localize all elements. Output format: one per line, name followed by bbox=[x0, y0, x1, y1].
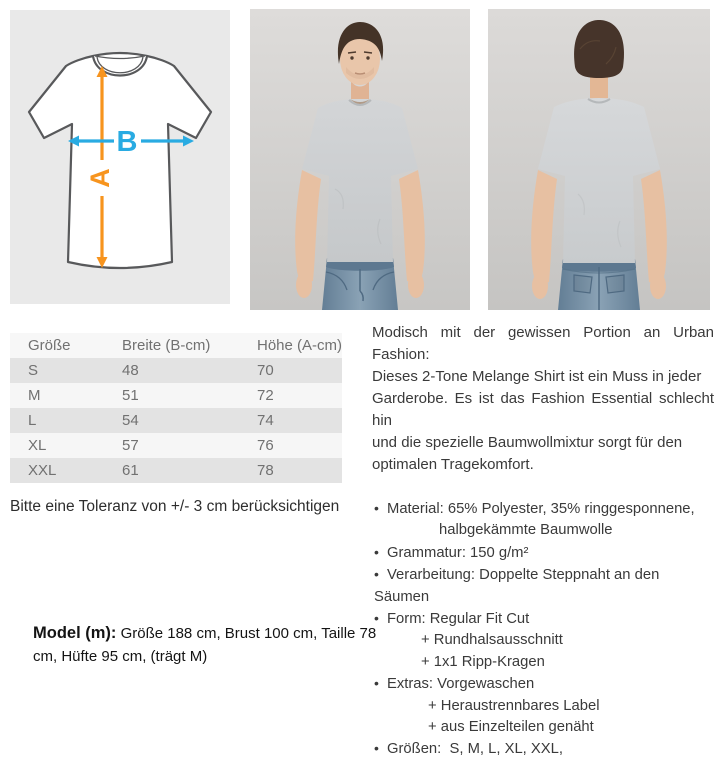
feature-line bbox=[372, 652, 714, 673]
model-front-illustration bbox=[250, 9, 470, 310]
breite-cell: 51 bbox=[122, 387, 139, 404]
paragraph-line: Modisch mit der gewissen Portion an Urban Fashion: bbox=[372, 324, 714, 363]
feature-text: + 1x1 Ripp-Kragen bbox=[421, 653, 545, 670]
feature-text: Größen: S, M, L, XL, XXL, bbox=[387, 741, 563, 758]
table-row bbox=[10, 383, 342, 408]
paragraph-line: und die spezielle Baumwollmixtur sorgt für den bbox=[372, 434, 683, 451]
description-paragraph bbox=[372, 322, 714, 476]
feature-line bbox=[372, 673, 714, 695]
feature-text: + Heraustrennbares Label bbox=[428, 697, 600, 714]
size-cell: S bbox=[28, 362, 39, 379]
table-header-cell: Größe bbox=[28, 337, 71, 354]
bullet-icon: • bbox=[374, 500, 379, 516]
feature-list bbox=[372, 498, 714, 761]
feature-text: Form: Regular Fit Cut bbox=[387, 611, 530, 628]
feature-line bbox=[372, 717, 714, 738]
bullet-icon: • bbox=[374, 675, 379, 692]
size-cell: XXL bbox=[28, 462, 57, 479]
width-label: B bbox=[116, 126, 138, 158]
hoehe-cell: 72 bbox=[257, 387, 274, 404]
hoehe-cell: 70 bbox=[257, 362, 274, 379]
feature-text: + aus Einzelteilen genäht bbox=[428, 719, 594, 736]
size-table bbox=[10, 333, 342, 483]
breite-cell: 57 bbox=[122, 437, 139, 454]
table-header-cell: Breite (B-cm) bbox=[122, 337, 211, 354]
size-cell: L bbox=[28, 412, 37, 429]
table-row bbox=[10, 408, 342, 433]
feature-text: Verarbeitung: Doppelte Steppnaht an den Säumen bbox=[374, 567, 664, 605]
table-row bbox=[10, 433, 342, 458]
height-label: A bbox=[85, 168, 115, 188]
bullet-icon: • bbox=[374, 610, 379, 627]
table-header-cell: Höhe (A-cm) bbox=[257, 337, 343, 354]
model-info-text: Größe 188 cm, Brust 100 cm, Taille 78 cm, Hüfte 95 cm, (trägt M) bbox=[33, 625, 377, 665]
feature-text: Grammatur: 150 g/m² bbox=[387, 544, 529, 561]
table-row bbox=[10, 458, 342, 483]
hoehe-cell: 74 bbox=[257, 412, 274, 429]
bullet-icon: • bbox=[374, 566, 379, 583]
feature-line bbox=[372, 738, 714, 760]
feature-text: + Rundhalsausschnitt bbox=[421, 632, 563, 649]
breite-cell: 61 bbox=[122, 462, 139, 479]
tolerance-note: Bitte eine Toleranz von +/- 3 cm berücksichtigen bbox=[10, 498, 340, 515]
paragraph-line: optimalen Tragekomfort. bbox=[372, 456, 534, 473]
breite-cell: 54 bbox=[122, 412, 139, 429]
model-photo-back bbox=[488, 9, 710, 310]
hoehe-cell: 76 bbox=[257, 437, 274, 454]
feature-line bbox=[372, 696, 714, 717]
breite-cell: 48 bbox=[122, 362, 139, 379]
model-back-illustration bbox=[488, 9, 710, 310]
size-cell: XL bbox=[28, 437, 47, 454]
size-diagram bbox=[10, 10, 230, 304]
size-diagram-graphic bbox=[10, 10, 230, 304]
feature-text: halbgekämmte Baumwolle bbox=[439, 522, 613, 539]
product-description bbox=[372, 322, 714, 761]
model-info-label: Model (m): bbox=[33, 624, 117, 642]
feature-text: Material: 65% Polyester, 35% ringgesponnene, bbox=[387, 501, 695, 517]
table-row bbox=[10, 358, 342, 383]
feature-line bbox=[372, 520, 714, 541]
feature-line bbox=[372, 630, 714, 651]
paragraph-line: Garderobe. Es ist das Fashion Essential schlecht hin bbox=[372, 390, 714, 429]
bullet-icon: • bbox=[374, 543, 379, 560]
feature-line bbox=[372, 498, 714, 520]
feature-text: Extras: Vorgewaschen bbox=[387, 676, 535, 693]
model-photo-front bbox=[250, 9, 470, 310]
paragraph-line: Dieses 2-Tone Melange Shirt ist ein Muss in jeder bbox=[372, 368, 702, 385]
table-header-row bbox=[10, 333, 342, 358]
feature-line bbox=[372, 608, 714, 630]
size-table-body bbox=[10, 358, 342, 483]
feature-line bbox=[372, 564, 714, 608]
size-cell: M bbox=[28, 387, 41, 404]
hoehe-cell: 78 bbox=[257, 462, 274, 479]
model-info bbox=[33, 622, 393, 668]
feature-line bbox=[372, 542, 714, 564]
bullet-icon: • bbox=[374, 740, 379, 757]
